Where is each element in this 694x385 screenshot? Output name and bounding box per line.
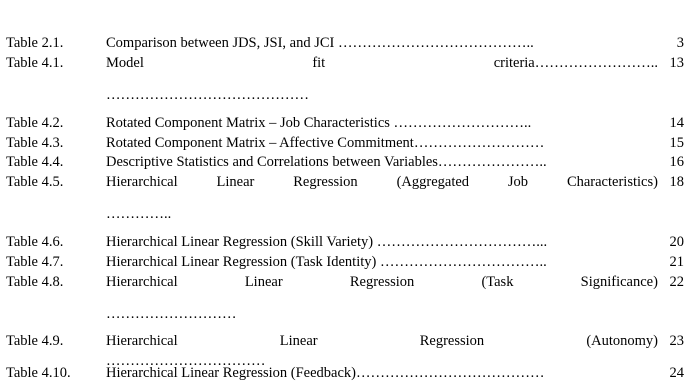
table-number: Table 4.9. [6,333,64,349]
page-number: 21 [669,254,684,270]
title-continuation: ……………………… [106,306,237,322]
title-word: fit [312,55,326,71]
title-continuation: ………….. [106,206,172,222]
toc-entry [0,273,694,291]
toc-entry [0,34,694,52]
table-title: Rotated Component Matrix – Job Characteristics ……………………….. [106,115,532,131]
toc-entry [0,173,694,191]
table-number: Table 4.1. [6,55,64,71]
page-number: 24 [669,365,684,381]
page-number: 18 [669,174,684,190]
table-title: Rotated Component Matrix – Affective Commitment……………………… [106,135,545,151]
page-number: 22 [669,274,684,290]
title-word: (Aggregated [396,174,470,190]
table-title: Descriptive Statistics and Correlations between Variables………………….. [106,154,547,170]
table-number: Table 4.8. [6,274,64,290]
title-word: Regression [349,274,415,290]
title-word: Significance) [580,274,658,290]
title-word: Regression [419,333,485,349]
page-number: 16 [669,154,684,170]
table-number: Table 4.2. [6,115,64,131]
table-number: Table 4.7. [6,254,64,270]
table-title: Hierarchical Linear Regression (Task Identity) …………………………….. [106,254,547,270]
toc-entry [0,153,694,171]
toc-entry [0,114,694,132]
title-word: Characteristics) [566,174,658,190]
table-title [106,332,658,350]
table-number: Table 4.10. [6,365,71,381]
table-number: Table 4.4. [6,154,64,170]
table-number: Table 2.1. [6,35,64,51]
title-word: Hierarchical [106,174,178,190]
page-number: 14 [669,115,684,131]
page-number: 20 [669,234,684,250]
page-number: 13 [669,55,684,71]
table-title [106,273,658,291]
title-word: (Task [481,274,514,290]
title-word: criteria…………………….. [493,55,658,71]
toc-entry [0,233,694,251]
title-continuation: …………………………… [106,353,266,369]
page-number: 3 [676,35,684,51]
toc-entry [0,134,694,152]
toc-entry [0,54,694,72]
table-number: Table 4.6. [6,234,64,250]
title-word: Regression [293,174,358,190]
table-title: Comparison between JDS, JSI, and JCI ………………………………….. [106,35,534,51]
table-number: Table 4.5. [6,174,64,190]
table-title: Hierarchical Linear Regression (Feedback)………………………………… [106,365,545,381]
page-number: 23 [669,333,684,349]
title-word: Hierarchical [106,274,178,290]
title-word: Linear [244,274,283,290]
title-word: (Autonomy) [586,333,658,349]
toc-entry [0,253,694,271]
table-number: Table 4.3. [6,135,64,151]
toc-entry [0,364,694,382]
title-word: Hierarchical [106,333,178,349]
table-title: Hierarchical Linear Regression (Skill Variety) ……………………………... [106,234,548,250]
title-word: Linear [279,333,318,349]
title-word: Linear [216,174,255,190]
table-title [106,173,658,191]
title-continuation: …………………………………… [106,87,309,103]
toc-entry [0,332,694,350]
table-title [106,54,658,72]
title-word: Model [106,55,144,71]
page-number: 15 [669,135,684,151]
title-word: Job [507,174,529,190]
